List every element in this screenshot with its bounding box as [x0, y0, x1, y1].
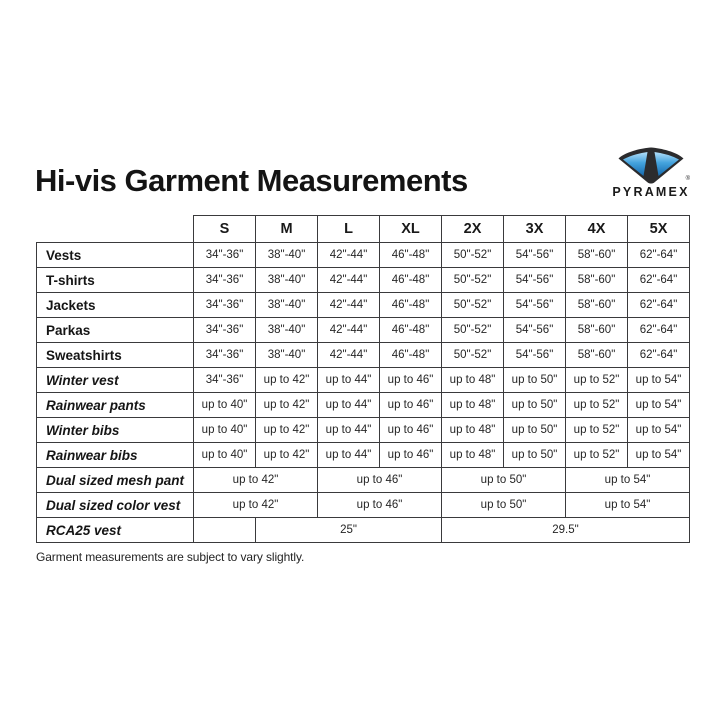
- table-row-jackets: [37, 293, 690, 318]
- row-label: Winter bibs: [37, 418, 194, 443]
- cell: 38"-40": [256, 293, 318, 318]
- cell: 50"-52": [442, 268, 504, 293]
- pyramex-logo: [611, 147, 691, 199]
- cell: 29.5": [442, 518, 690, 543]
- cell: 46"-48": [380, 293, 442, 318]
- cell: up to 50": [504, 443, 566, 468]
- size-header-m: M: [256, 216, 318, 243]
- cell: up to 54": [628, 393, 690, 418]
- cell: up to 40": [194, 393, 256, 418]
- table-row-rca25-vest: [37, 518, 690, 543]
- garment-measurements-table: [36, 215, 690, 543]
- cell: up to 44": [318, 368, 380, 393]
- cell: up to 46": [380, 418, 442, 443]
- cell: up to 54": [628, 418, 690, 443]
- cell: up to 42": [256, 418, 318, 443]
- size-header-xl: XL: [380, 216, 442, 243]
- cell: up to 42": [194, 468, 318, 493]
- row-label: Dual sized mesh pant: [37, 468, 194, 493]
- cell: up to 46": [318, 468, 442, 493]
- cell: 42"-44": [318, 343, 380, 368]
- cell: up to 44": [318, 443, 380, 468]
- table-row-tshirts: [37, 268, 690, 293]
- cell: up to 48": [442, 368, 504, 393]
- cell-empty: [194, 518, 256, 543]
- cell: up to 54": [566, 493, 690, 518]
- cell: up to 46": [380, 443, 442, 468]
- row-label: Dual sized color vest: [37, 493, 194, 518]
- table-row-dual-sized-color-vest: [37, 493, 690, 518]
- table-row-dual-sized-mesh-pant: [37, 468, 690, 493]
- cell: up to 42": [256, 393, 318, 418]
- cell: 42"-44": [318, 293, 380, 318]
- registered-trademark: ®: [685, 176, 690, 182]
- row-label: Rainwear pants: [37, 393, 194, 418]
- row-label: Parkas: [37, 318, 194, 343]
- page-title: Hi-vis Garment Measurements: [35, 163, 468, 198]
- cell: up to 46": [318, 493, 442, 518]
- cell: 38"-40": [256, 268, 318, 293]
- cell: up to 44": [318, 393, 380, 418]
- pyramex-diamond-icon: [616, 147, 690, 184]
- brand-name: PYRAMEX: [612, 185, 690, 199]
- cell: 38"-40": [256, 318, 318, 343]
- cell: up to 48": [442, 443, 504, 468]
- cell: up to 52": [566, 443, 628, 468]
- row-label: Vests: [37, 243, 194, 268]
- cell: 38"-40": [256, 343, 318, 368]
- cell: 38"-40": [256, 243, 318, 268]
- cell: 34"-36": [194, 243, 256, 268]
- table-row-parkas: [37, 318, 690, 343]
- cell: 54"-56": [504, 268, 566, 293]
- cell: up to 40": [194, 443, 256, 468]
- cell: 62"-64": [628, 268, 690, 293]
- size-header-s: S: [194, 216, 256, 243]
- cell: 58"-60": [566, 343, 628, 368]
- cell: 54"-56": [504, 343, 566, 368]
- cell: up to 48": [442, 393, 504, 418]
- cell: up to 50": [504, 393, 566, 418]
- cell: 42"-44": [318, 318, 380, 343]
- cell: up to 50": [442, 493, 566, 518]
- cell: up to 54": [566, 468, 690, 493]
- cell: 58"-60": [566, 318, 628, 343]
- size-header-row: [37, 216, 690, 243]
- cell: 54"-56": [504, 318, 566, 343]
- cell: 58"-60": [566, 293, 628, 318]
- cell: 34"-36": [194, 343, 256, 368]
- cell: up to 52": [566, 368, 628, 393]
- cell: 50"-52": [442, 343, 504, 368]
- size-header-3x: 3X: [504, 216, 566, 243]
- cell: 58"-60": [566, 243, 628, 268]
- table-row-sweatshirts: [37, 343, 690, 368]
- size-header-2x: 2X: [442, 216, 504, 243]
- cell: 62"-64": [628, 243, 690, 268]
- cell: 46"-48": [380, 318, 442, 343]
- size-header-4x: 4X: [566, 216, 628, 243]
- table-row-rainwear-bibs: [37, 443, 690, 468]
- cell: 62"-64": [628, 318, 690, 343]
- cell: 50"-52": [442, 318, 504, 343]
- cell: 54"-56": [504, 243, 566, 268]
- row-label: Rainwear bibs: [37, 443, 194, 468]
- table-row-winter-bibs: [37, 418, 690, 443]
- cell: up to 54": [628, 443, 690, 468]
- table-row-rainwear-pants: [37, 393, 690, 418]
- cell: 46"-48": [380, 268, 442, 293]
- cell: up to 52": [566, 393, 628, 418]
- cell: up to 42": [194, 493, 318, 518]
- cell: 34"-36": [194, 293, 256, 318]
- cell: 50"-52": [442, 293, 504, 318]
- cell: 25": [256, 518, 442, 543]
- cell: 34"-36": [194, 368, 256, 393]
- cell: up to 54": [628, 368, 690, 393]
- row-label: Sweatshirts: [37, 343, 194, 368]
- size-header-l: L: [318, 216, 380, 243]
- header-spacer: [37, 216, 194, 243]
- cell: up to 46": [380, 368, 442, 393]
- cell: 54"-56": [504, 293, 566, 318]
- cell: up to 52": [566, 418, 628, 443]
- row-label: Jackets: [37, 293, 194, 318]
- cell: up to 50": [504, 368, 566, 393]
- cell: 62"-64": [628, 343, 690, 368]
- cell: up to 42": [256, 443, 318, 468]
- cell: 42"-44": [318, 268, 380, 293]
- cell: 42"-44": [318, 243, 380, 268]
- cell: up to 46": [380, 393, 442, 418]
- cell: 46"-48": [380, 243, 442, 268]
- footnote: Garment measurements are subject to vary slightly.: [36, 550, 305, 564]
- cell: 50"-52": [442, 243, 504, 268]
- cell: up to 50": [504, 418, 566, 443]
- cell: 46"-48": [380, 343, 442, 368]
- cell: up to 40": [194, 418, 256, 443]
- cell: 58"-60": [566, 268, 628, 293]
- cell: 34"-36": [194, 268, 256, 293]
- cell: up to 42": [256, 368, 318, 393]
- cell: 34"-36": [194, 318, 256, 343]
- row-label: RCA25 vest: [37, 518, 194, 543]
- size-header-5x: 5X: [628, 216, 690, 243]
- cell: up to 50": [442, 468, 566, 493]
- cell: up to 44": [318, 418, 380, 443]
- cell: 62"-64": [628, 293, 690, 318]
- cell: up to 48": [442, 418, 504, 443]
- row-label: T-shirts: [37, 268, 194, 293]
- table-row-vests: [37, 243, 690, 268]
- row-label: Winter vest: [37, 368, 194, 393]
- table-row-winter-vest: [37, 368, 690, 393]
